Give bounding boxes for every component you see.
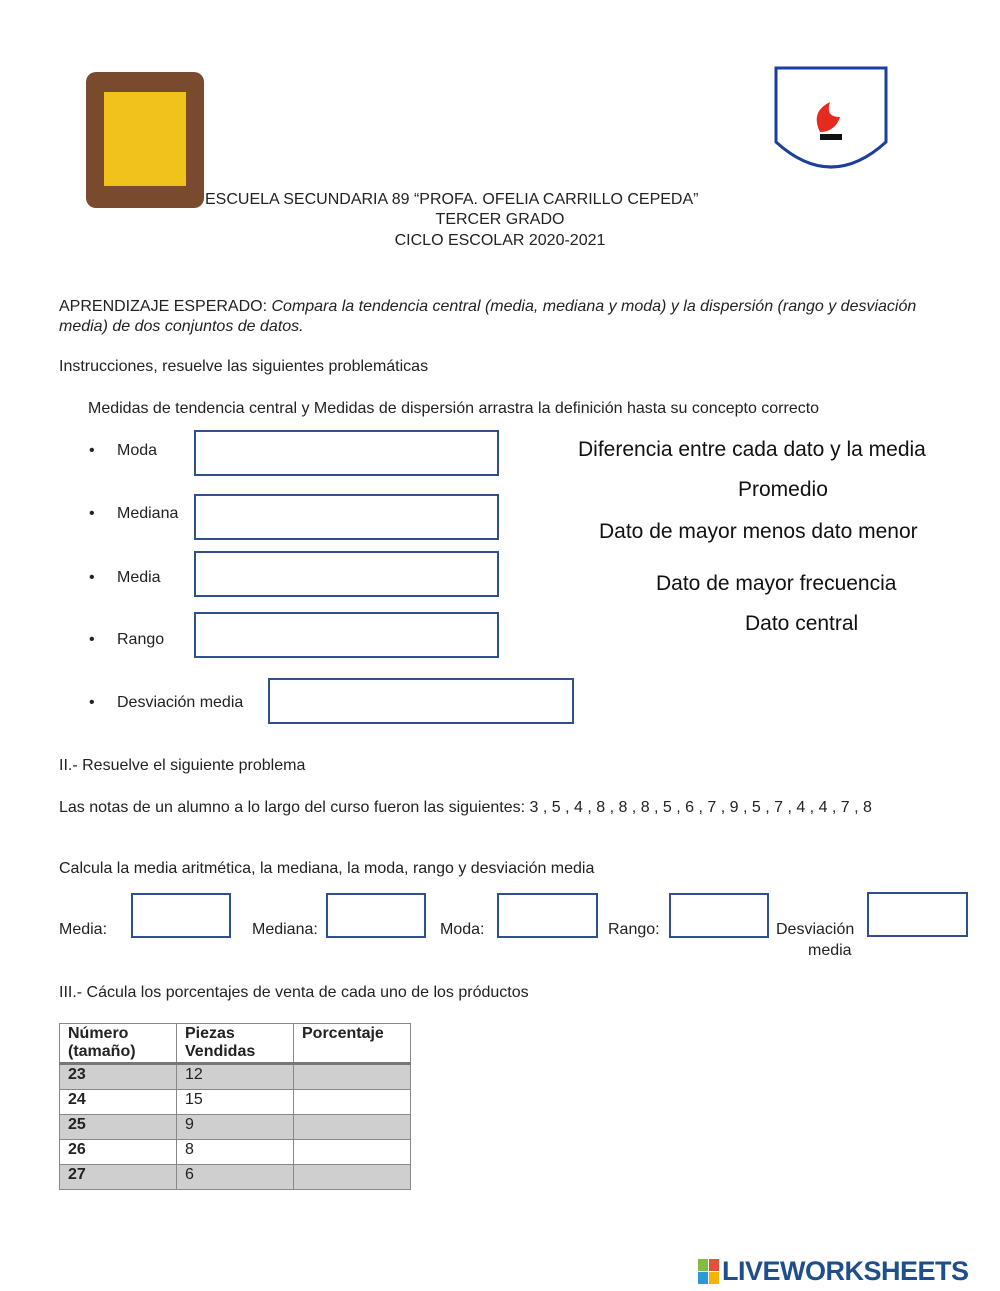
media-answer-box[interactable] <box>131 893 231 938</box>
definition-draggable[interactable]: Promedio <box>738 478 828 501</box>
col-numero: Número (tamaño) <box>60 1024 177 1064</box>
percentage-cell[interactable] <box>294 1115 411 1140</box>
learning-label: APRENDIZAJE ESPERADO: <box>59 298 268 315</box>
definition-draggable[interactable]: Diferencia entre cada dato y la media <box>578 438 926 461</box>
school-crest-logo <box>770 62 892 192</box>
concept-moda: Moda <box>117 442 158 459</box>
mediana-drop-box[interactable] <box>194 494 499 540</box>
percentage-cell[interactable] <box>294 1090 411 1115</box>
brand-icon <box>698 1259 719 1284</box>
section3-title: III.- Cácula los porcentajes de venta de cada uno de los próductos <box>59 984 529 1001</box>
definition-draggable[interactable]: Dato central <box>745 612 859 635</box>
school-name: ESCUELA SECUNDARIA 89 “PROFA. OFELIA CARRILLO CEPEDA” <box>205 191 699 208</box>
normal-superior-logo <box>86 72 204 208</box>
concept-desviacion-media: Desviación media <box>117 694 244 711</box>
table-row: 23 12 <box>60 1064 411 1090</box>
moda-answer-box[interactable] <box>497 893 598 938</box>
col-piezas: Piezas Vendidas <box>177 1024 294 1064</box>
col-porcentaje: Porcentaje <box>294 1024 411 1064</box>
grade: TERCER GRADO <box>435 211 565 228</box>
section2-title: II.- Resuelve el siguiente problema <box>59 757 306 774</box>
concept-mediana: Mediana <box>117 505 179 522</box>
desviacion-label-2: media <box>808 942 852 959</box>
brand-name: LIVEWORKSHEETS <box>722 1256 969 1286</box>
percentage-cell[interactable] <box>294 1064 411 1090</box>
concept-rango: Rango <box>117 631 165 648</box>
table-row: 27 6 <box>60 1165 411 1190</box>
percentage-cell[interactable] <box>294 1140 411 1165</box>
rango-answer-box[interactable] <box>669 893 769 938</box>
instructions: Instrucciones, resuelve las siguientes problemáticas <box>59 358 429 375</box>
section2-task: Calcula la media aritmética, la mediana, la moda, rango y desviación media <box>59 860 595 877</box>
definition-draggable[interactable]: Dato de mayor frecuencia <box>656 572 897 595</box>
concept-media: Media <box>117 569 161 586</box>
desviacion-label: Desviación <box>776 921 855 938</box>
media-label: Media: <box>59 921 108 938</box>
table-row: 24 15 <box>60 1090 411 1115</box>
learning-objective <box>59 297 949 337</box>
table-row: 25 9 <box>60 1115 411 1140</box>
rango-drop-box[interactable] <box>194 612 499 658</box>
section1-prompt: Medidas de tendencia central y Medidas de dispersión arrastra la definición hasta su concepto correcto <box>88 400 820 417</box>
media-drop-box[interactable] <box>194 551 499 597</box>
desviacion-media-answer-box[interactable] <box>867 892 968 937</box>
sales-table <box>59 1023 411 1190</box>
mediana-label: Mediana: <box>252 921 318 938</box>
rango-label: Rango: <box>608 921 660 938</box>
learning-text: Compara la tendencia central (media, mediana y moda) y la dispersión (rango y desviación media) de dos conjuntos de datos. <box>59 298 917 335</box>
percentage-cell[interactable] <box>294 1165 411 1190</box>
section2-problem: Las notas de un alumno a lo largo del curso fueron las siguientes: 3 , 5 , 4 , 8 , 8 , 8 , 5 , 6 , 7 , 9 , 5 , 7 , 4 , 4 , 7 , 8 <box>59 799 872 816</box>
liveworksheets-logo <box>698 1256 969 1287</box>
definition-draggable[interactable]: Dato de mayor menos dato menor <box>599 520 918 543</box>
table-row: 26 8 <box>60 1140 411 1165</box>
desviacion-media-drop-box[interactable] <box>268 678 574 724</box>
worksheet-page: ESCUELA SECUNDARIA 89 “PROFA. OFELIA CARRILLO CEPEDA” TERCER GRADO CICLO ESCOLAR 2020-2021 APRENDIZAJE ESPERADO: Compara la tendencia central (media, mediana y moda) y la dispersión (rango y desviación media) de dos conjuntos de datos. Instrucciones, resuelve las siguientes problemáticas Medidas de tendencia central y Medidas de dispersión arrastra la definición hasta su concepto correcto • Moda • Mediana • Media • Rango • Desviación media Diferencia entre cada dato y la media Promedio Dato de mayor menos dato menor Dato de mayor frecuencia Dato central II.- Resuelve el siguiente problema Las notas de un alumno a lo largo del curso fueron las siguientes: 3 , 5 , 4 , 8 , 8 , 8 , 5 , 6 , 7 , 9 , 5 , 7 , 4 , 4 , 7 , 8 Calcula la media aritmética, la mediana, la moda, rango y desviación media Media: Mediana: Moda: Rango: Desviación media III.- Cácula los porcentajes de venta de cada uno de los próductos Número (tamaño) Piezas Vendidas Porcentaje 23 12 24 15 25 9 26 8 27 6 LIVEWORKSHEETS <box>0 0 1000 1291</box>
moda-label: Moda: <box>440 921 485 938</box>
school-cycle: CICLO ESCOLAR 2020-2021 <box>394 232 606 249</box>
mediana-answer-box[interactable] <box>326 893 426 938</box>
moda-drop-box[interactable] <box>194 430 499 476</box>
